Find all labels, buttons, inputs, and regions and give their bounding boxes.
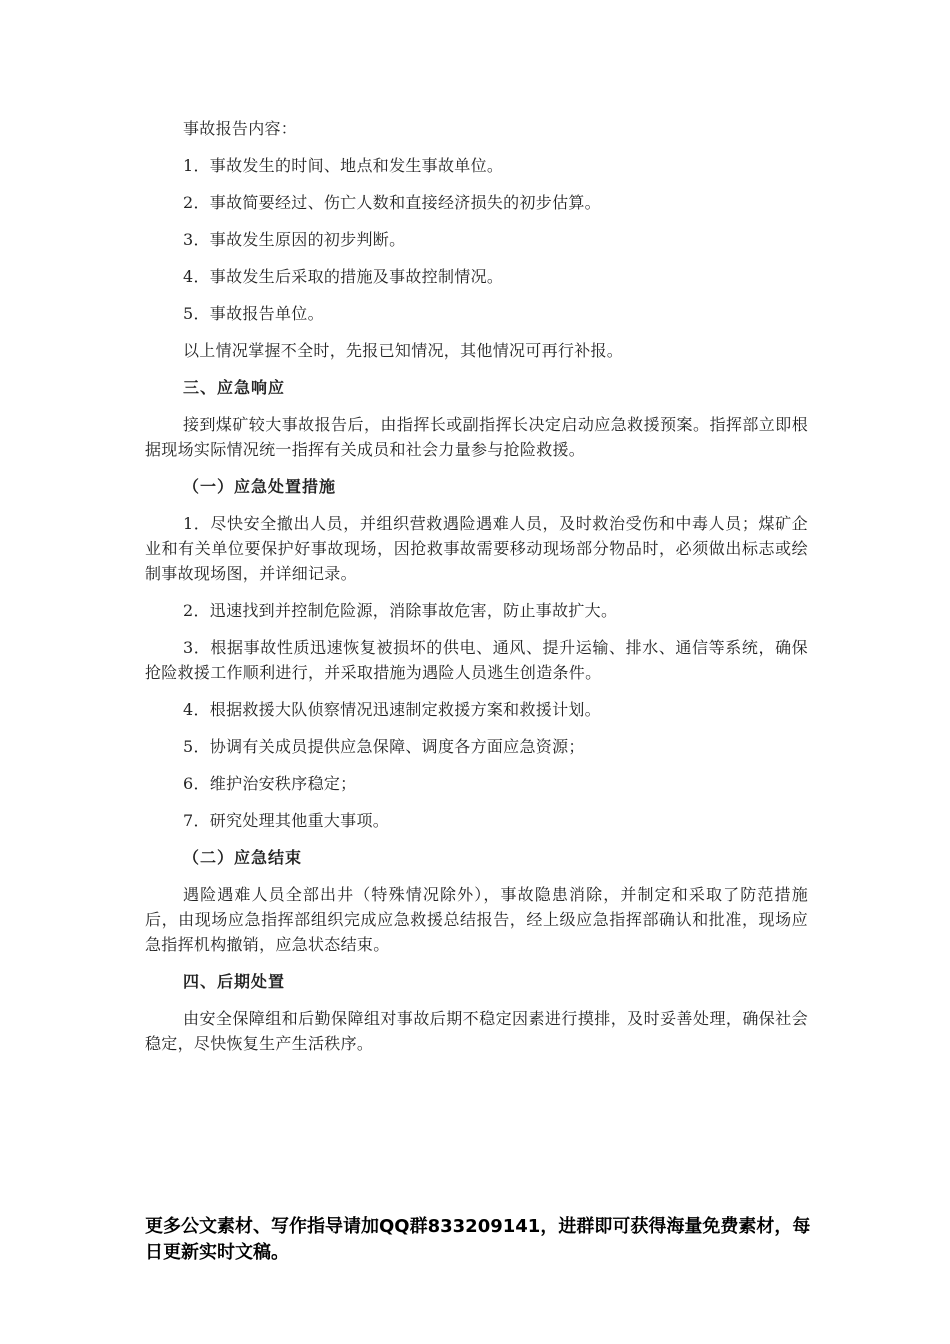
paragraph: 2．事故简要经过、伤亡人数和直接经济损失的初步估算。 — [183, 193, 601, 212]
paragraph: 接到煤矿较大事故报告后，由指挥长或副指挥长决定启动应急救援预案。指挥部立即根据现场实际情况统一指挥有关成员和社会力量参与抢险救援。 — [145, 415, 808, 459]
paragraph: 1．尽快安全撤出人员，并组织营救遇险遇难人员，及时救治受伤和中毒人员；煤矿企业和有关单位要保护好事故现场，因抢救事故需要移动现场部分物品时，必须做出标志或绘制事故现场图，并详细记录。 — [145, 514, 808, 583]
section-heading: （二）应急结束 — [183, 848, 303, 867]
paragraph: 3．根据事故性质迅速恢复被损坏的供电、通风、提升运输、排水、通信等系统，确保抢险救援工作顺利进行，并采取措施为遇险人员逃生创造条件。 — [145, 638, 808, 682]
paragraph: 5．协调有关成员提供应急保障、调度各方面应急资源； — [183, 737, 585, 756]
paragraph: 以上情况掌握不全时，先报已知情况，其他情况可再行补报。 — [183, 341, 624, 360]
paragraph: 6．维护治安秩序稳定； — [183, 774, 357, 793]
paragraph: 5．事故报告单位。 — [183, 304, 324, 323]
section-heading: 三、应急响应 — [183, 378, 286, 397]
paragraph: 4．事故发生后采取的措施及事故控制情况。 — [183, 267, 504, 286]
paragraph: 事故报告内容： — [183, 119, 298, 138]
paragraph: 由安全保障组和后勤保障组对事故后期不稳定因素进行摸排，及时妥善处理，确保社会稳定，尽快恢复生产生活秩序。 — [145, 1009, 808, 1053]
document-body — [145, 116, 808, 1056]
paragraph: 3．事故发生原因的初步判断。 — [183, 230, 406, 249]
section-heading: 四、后期处置 — [183, 972, 286, 991]
paragraph: 1．事故发生的时间、地点和发生事故单位。 — [183, 156, 504, 175]
paragraph: 遇险遇难人员全部出井（特殊情况除外），事故隐患消除，并制定和采取了防范措施后，由现场应急指挥部组织完成应急救援总结报告，经上级应急指挥部确认和批准，现场应急指挥机构撤销，应急状态结束。 — [145, 885, 808, 954]
footer-promo: 更多公文素材、写作指导请加QQ群833209141，进群即可获得海量免费素材，每日更新实时文稿。 — [145, 1216, 811, 1263]
paragraph: 2．迅速找到并控制危险源，消除事故危害，防止事故扩大。 — [183, 601, 618, 620]
paragraph: 4．根据救援大队侦察情况迅速制定救援方案和救援计划。 — [183, 700, 601, 719]
section-heading: （一）应急处置措施 — [183, 477, 337, 496]
paragraph: 7．研究处理其他重大事项。 — [183, 811, 390, 830]
